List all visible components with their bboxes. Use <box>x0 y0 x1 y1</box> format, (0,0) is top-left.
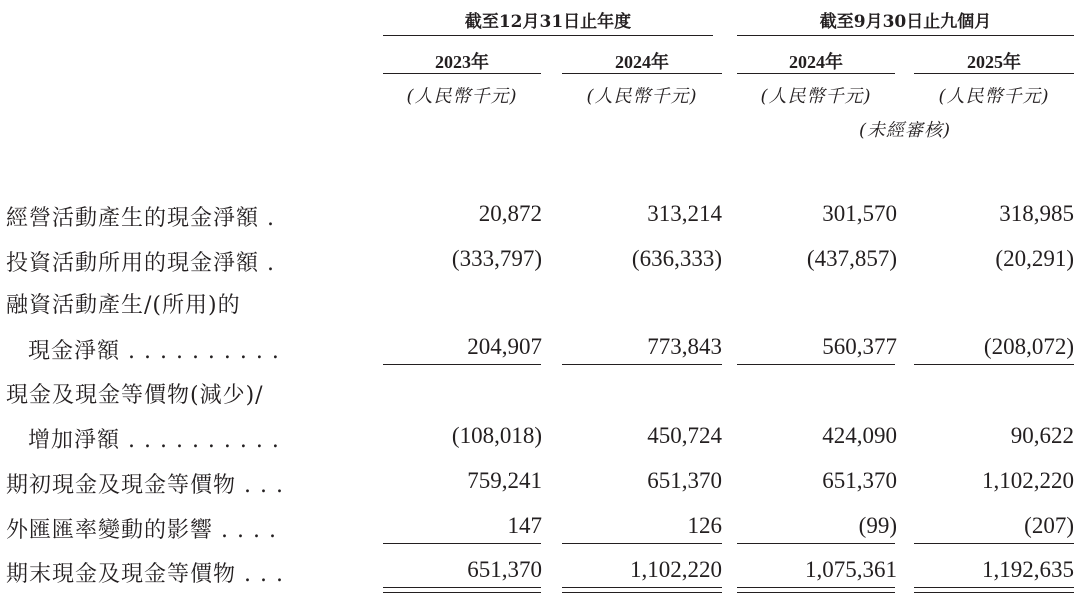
total-rule-3 <box>737 543 895 544</box>
row-label-operating: 經營活動產生的現金淨額 . <box>6 206 275 231</box>
total-rule-4 <box>914 543 1074 544</box>
cell: 424,090 <box>822 423 897 448</box>
cell: 1,192,635 <box>982 557 1074 582</box>
cell: 450,724 <box>647 423 722 448</box>
row-label-financing-cont: 現金淨額 . . . . . . . . . . <box>28 339 280 364</box>
cell: 90,622 <box>1010 423 1074 448</box>
row-label-net-change-cont: 增加淨額 . . . . . . . . . . <box>28 428 280 453</box>
subtotal-rule-4 <box>914 364 1074 365</box>
year-rule-4 <box>914 73 1074 74</box>
year-header-2: 2024年 <box>615 52 669 72</box>
cell: 651,370 <box>467 557 542 582</box>
year-header-1: 2023年 <box>435 52 489 72</box>
cell: 301,570 <box>822 201 897 226</box>
year-rule-2 <box>562 73 722 74</box>
cell: 1,102,220 <box>630 557 722 582</box>
cell: (437,857) <box>806 246 897 271</box>
cell: 204,907 <box>467 334 542 359</box>
double-rule-bottom-3 <box>737 592 895 593</box>
unit-label-3: (人民幣千元) <box>760 86 872 107</box>
double-rule-bottom-2 <box>562 592 722 593</box>
cell: 651,370 <box>822 468 897 493</box>
header-group1-rule <box>383 35 713 36</box>
cell: 1,075,361 <box>805 557 897 582</box>
unit-label-2: (人民幣千元) <box>586 86 698 107</box>
unit-label-4: (人民幣千元) <box>938 86 1050 107</box>
header-group-nine-months: 截至9月30日止九個月 <box>819 12 992 32</box>
cell: (333,797) <box>451 246 542 271</box>
cell: (20,291) <box>995 246 1074 271</box>
double-rule-bottom-4 <box>914 592 1074 593</box>
cell: 773,843 <box>647 334 722 359</box>
header-group-fiscal-year: 截至12月31日止年度 <box>464 12 632 32</box>
cell: 313,214 <box>647 201 722 226</box>
unaudited-note: (未經審核) <box>858 120 952 141</box>
cell: (207) <box>1024 513 1074 538</box>
double-rule-top-2 <box>562 587 722 588</box>
year-rule-1 <box>383 73 541 74</box>
double-rule-top-4 <box>914 587 1074 588</box>
cell: 759,241 <box>467 468 542 493</box>
subtotal-rule-3 <box>737 364 895 365</box>
double-rule-bottom-1 <box>383 592 541 593</box>
cell: (636,333) <box>631 246 722 271</box>
cell: (99) <box>858 513 897 538</box>
header-group2-rule <box>737 35 1074 36</box>
row-label-opening-cash: 期初現金及現金等價物 . . . <box>6 473 284 498</box>
double-rule-top-1 <box>383 587 541 588</box>
cell: 147 <box>507 513 542 538</box>
row-label-fx-effect: 外匯匯率變動的影響 . . . . <box>6 518 277 543</box>
row-label-net-change: 現金及現金等價物(減少)/ <box>6 383 264 408</box>
cell: 651,370 <box>647 468 722 493</box>
cell: 318,985 <box>999 201 1074 226</box>
cell: 126 <box>687 513 722 538</box>
unit-label-1: (人民幣千元) <box>406 86 518 107</box>
double-rule-top-3 <box>737 587 895 588</box>
total-rule-2 <box>562 543 722 544</box>
subtotal-rule-2 <box>562 364 722 365</box>
total-rule-1 <box>383 543 541 544</box>
cell: 1,102,220 <box>982 468 1074 493</box>
row-label-financing: 融資活動產生/(所用)的 <box>6 293 241 318</box>
row-label-closing-cash: 期末現金及現金等價物 . . . <box>6 562 284 587</box>
cell: (208,072) <box>983 334 1074 359</box>
row-label-investing: 投資活動所用的現金淨額 . <box>6 251 275 276</box>
cell: (108,018) <box>451 423 542 448</box>
year-rule-3 <box>737 73 895 74</box>
cell: 560,377 <box>822 334 897 359</box>
year-header-3: 2024年 <box>789 52 843 72</box>
cell: 20,872 <box>478 201 542 226</box>
subtotal-rule-1 <box>383 364 541 365</box>
year-header-4: 2025年 <box>967 52 1021 72</box>
